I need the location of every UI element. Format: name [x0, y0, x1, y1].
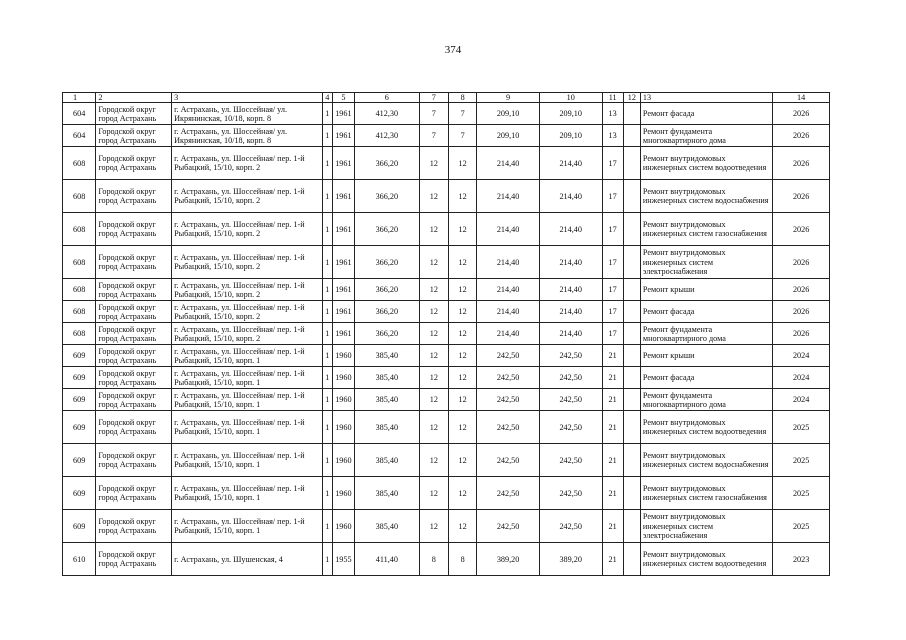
- district-cell: Городской округ город Астрахань: [96, 345, 172, 367]
- col9-cell: 214,40: [477, 279, 540, 301]
- table-row: [63, 477, 830, 510]
- row-number: 609: [63, 389, 96, 411]
- row-number: 608: [63, 323, 96, 345]
- area-cell: 385,40: [355, 411, 420, 444]
- row-number: 608: [63, 279, 96, 301]
- area-cell: 366,20: [355, 246, 420, 279]
- col11-cell: 21: [602, 510, 623, 543]
- area-cell: 366,20: [355, 147, 420, 180]
- column-header-2: 2: [96, 93, 172, 103]
- col9-cell: 242,50: [477, 477, 540, 510]
- area-cell: 385,40: [355, 367, 420, 389]
- column-header-8: 8: [448, 93, 476, 103]
- year-built-cell: 1961: [332, 301, 354, 323]
- col8-cell: 12: [448, 477, 476, 510]
- year-built-cell: 1955: [332, 543, 354, 576]
- area-cell: 385,40: [355, 444, 420, 477]
- row-number: 609: [63, 345, 96, 367]
- work-type-cell: Ремонт внутридомовых инженерных систем электроснабжения: [640, 510, 772, 543]
- col10-cell: 209,10: [539, 103, 602, 125]
- col12-cell: [623, 213, 640, 246]
- col12-cell: [623, 510, 640, 543]
- col4-cell: 1: [322, 125, 332, 147]
- col10-cell: 214,40: [539, 246, 602, 279]
- year-built-cell: 1960: [332, 367, 354, 389]
- table-body: [63, 103, 830, 576]
- col10-cell: 242,50: [539, 389, 602, 411]
- planned-year-cell: 2026: [773, 279, 830, 301]
- col11-cell: 21: [602, 411, 623, 444]
- col9-cell: 389,20: [477, 543, 540, 576]
- col4-cell: 1: [322, 213, 332, 246]
- col8-cell: 12: [448, 279, 476, 301]
- planned-year-cell: 2025: [773, 444, 830, 477]
- col12-cell: [623, 103, 640, 125]
- col4-cell: 1: [322, 389, 332, 411]
- work-type-cell: Ремонт крыши: [640, 345, 772, 367]
- row-number: 608: [63, 180, 96, 213]
- col10-cell: 242,50: [539, 345, 602, 367]
- capital-repair-table: [62, 92, 830, 576]
- area-cell: 411,40: [355, 543, 420, 576]
- address-cell: г. Астрахань, ул. Шоссейная/ ул. Икрянинская, 10/18, корп. 8: [172, 103, 323, 125]
- col7-cell: 12: [419, 213, 448, 246]
- column-header-5: 5: [332, 93, 354, 103]
- col9-cell: 242,50: [477, 345, 540, 367]
- area-cell: 385,40: [355, 389, 420, 411]
- address-cell: г. Астрахань, ул. Шоссейная/ пер. 1-й Рыбацкий, 15/10, корп. 1: [172, 444, 323, 477]
- year-built-cell: 1960: [332, 345, 354, 367]
- work-type-cell: Ремонт фасада: [640, 301, 772, 323]
- col8-cell: 12: [448, 323, 476, 345]
- year-built-cell: 1960: [332, 510, 354, 543]
- district-cell: Городской округ город Астрахань: [96, 125, 172, 147]
- table-row: [63, 147, 830, 180]
- col12-cell: [623, 147, 640, 180]
- col8-cell: 7: [448, 103, 476, 125]
- address-cell: г. Астрахань, ул. Шоссейная/ пер. 1-й Рыбацкий, 15/10, корп. 1: [172, 477, 323, 510]
- planned-year-cell: 2023: [773, 543, 830, 576]
- area-cell: 366,20: [355, 301, 420, 323]
- row-number: 609: [63, 444, 96, 477]
- district-cell: Городской округ город Астрахань: [96, 147, 172, 180]
- col4-cell: 1: [322, 477, 332, 510]
- planned-year-cell: 2024: [773, 345, 830, 367]
- address-cell: г. Астрахань, ул. Шоссейная/ ул. Икрянинская, 10/18, корп. 8: [172, 125, 323, 147]
- table-row: [63, 510, 830, 543]
- table-row: [63, 125, 830, 147]
- planned-year-cell: 2026: [773, 323, 830, 345]
- work-type-cell: Ремонт фундамента многоквартирного дома: [640, 125, 772, 147]
- table-row: [63, 345, 830, 367]
- address-cell: г. Астрахань, ул. Шоссейная/ пер. 1-й Рыбацкий, 15/10, корп. 2: [172, 147, 323, 180]
- col9-cell: 242,50: [477, 411, 540, 444]
- planned-year-cell: 2025: [773, 510, 830, 543]
- work-type-cell: Ремонт крыши: [640, 279, 772, 301]
- work-type-cell: Ремонт внутридомовых инженерных систем газоснабжения: [640, 213, 772, 246]
- table-row: [63, 246, 830, 279]
- col4-cell: 1: [322, 543, 332, 576]
- column-header-12: 12: [623, 93, 640, 103]
- column-header-11: 11: [602, 93, 623, 103]
- col7-cell: 12: [419, 323, 448, 345]
- planned-year-cell: 2026: [773, 180, 830, 213]
- col12-cell: [623, 345, 640, 367]
- col4-cell: 1: [322, 345, 332, 367]
- planned-year-cell: 2024: [773, 367, 830, 389]
- col9-cell: 214,40: [477, 246, 540, 279]
- col11-cell: 17: [602, 246, 623, 279]
- address-cell: г. Астрахань, ул. Шоссейная/ пер. 1-й Рыбацкий, 15/10, корп. 1: [172, 510, 323, 543]
- address-cell: г. Астрахань, ул. Шоссейная/ пер. 1-й Рыбацкий, 15/10, корп. 1: [172, 411, 323, 444]
- col10-cell: 214,40: [539, 301, 602, 323]
- address-cell: г. Астрахань, ул. Шоссейная/ пер. 1-й Рыбацкий, 15/10, корп. 2: [172, 246, 323, 279]
- col7-cell: 7: [419, 103, 448, 125]
- col11-cell: 21: [602, 543, 623, 576]
- table-row: [63, 279, 830, 301]
- col4-cell: 1: [322, 246, 332, 279]
- col9-cell: 214,40: [477, 301, 540, 323]
- col9-cell: 209,10: [477, 125, 540, 147]
- table-row: [63, 389, 830, 411]
- work-type-cell: Ремонт внутридомовых инженерных систем водоснабжения: [640, 444, 772, 477]
- area-cell: 385,40: [355, 477, 420, 510]
- col10-cell: 209,10: [539, 125, 602, 147]
- col8-cell: 12: [448, 180, 476, 213]
- col7-cell: 8: [419, 543, 448, 576]
- col12-cell: [623, 444, 640, 477]
- column-header-10: 10: [539, 93, 602, 103]
- year-built-cell: 1960: [332, 411, 354, 444]
- col4-cell: 1: [322, 147, 332, 180]
- col4-cell: 1: [322, 180, 332, 213]
- col7-cell: 12: [419, 345, 448, 367]
- column-header-3: 3: [172, 93, 323, 103]
- address-cell: г. Астрахань, ул. Шоссейная/ пер. 1-й Рыбацкий, 15/10, корп. 1: [172, 345, 323, 367]
- year-built-cell: 1961: [332, 103, 354, 125]
- address-cell: г. Астрахань, ул. Шоссейная/ пер. 1-й Рыбацкий, 15/10, корп. 2: [172, 279, 323, 301]
- address-cell: г. Астрахань, ул. Шоссейная/ пер. 1-й Рыбацкий, 15/10, корп. 1: [172, 389, 323, 411]
- district-cell: Городской округ город Астрахань: [96, 213, 172, 246]
- table-row: [63, 543, 830, 576]
- address-cell: г. Астрахань, ул. Шоссейная/ пер. 1-й Рыбацкий, 15/10, корп. 2: [172, 213, 323, 246]
- col7-cell: 12: [419, 246, 448, 279]
- table-row: [63, 301, 830, 323]
- col7-cell: 12: [419, 180, 448, 213]
- work-type-cell: Ремонт внутридомовых инженерных систем водоснабжения: [640, 180, 772, 213]
- col8-cell: 12: [448, 213, 476, 246]
- planned-year-cell: 2026: [773, 147, 830, 180]
- work-type-cell: Ремонт внутридомовых инженерных систем электроснабжения: [640, 246, 772, 279]
- col8-cell: 12: [448, 301, 476, 323]
- planned-year-cell: 2026: [773, 125, 830, 147]
- col7-cell: 12: [419, 279, 448, 301]
- col12-cell: [623, 125, 640, 147]
- col12-cell: [623, 279, 640, 301]
- col4-cell: 1: [322, 103, 332, 125]
- col10-cell: 214,40: [539, 147, 602, 180]
- col11-cell: 21: [602, 477, 623, 510]
- work-type-cell: Ремонт фундамента многоквартирного дома: [640, 389, 772, 411]
- col7-cell: 12: [419, 147, 448, 180]
- col10-cell: 242,50: [539, 444, 602, 477]
- col12-cell: [623, 411, 640, 444]
- col8-cell: 12: [448, 389, 476, 411]
- district-cell: Городской округ город Астрахань: [96, 389, 172, 411]
- year-built-cell: 1960: [332, 389, 354, 411]
- col4-cell: 1: [322, 510, 332, 543]
- col12-cell: [623, 323, 640, 345]
- district-cell: Городской округ город Астрахань: [96, 279, 172, 301]
- district-cell: Городской округ город Астрахань: [96, 367, 172, 389]
- col12-cell: [623, 246, 640, 279]
- area-cell: 385,40: [355, 510, 420, 543]
- district-cell: Городской округ город Астрахань: [96, 510, 172, 543]
- col11-cell: 21: [602, 345, 623, 367]
- col11-cell: 17: [602, 180, 623, 213]
- column-header-9: 9: [477, 93, 540, 103]
- work-type-cell: Ремонт внутридомовых инженерных систем газоснабжения: [640, 477, 772, 510]
- col11-cell: 13: [602, 125, 623, 147]
- area-cell: 412,30: [355, 125, 420, 147]
- col12-cell: [623, 543, 640, 576]
- column-header-14: 14: [773, 93, 830, 103]
- year-built-cell: 1961: [332, 279, 354, 301]
- col12-cell: [623, 301, 640, 323]
- column-header-6: 6: [355, 93, 420, 103]
- col8-cell: 12: [448, 367, 476, 389]
- address-cell: г. Астрахань, ул. Шоссейная/ пер. 1-й Рыбацкий, 15/10, корп. 1: [172, 367, 323, 389]
- col4-cell: 1: [322, 279, 332, 301]
- district-cell: Городской округ город Астрахань: [96, 543, 172, 576]
- table-row: [63, 323, 830, 345]
- row-number: 604: [63, 103, 96, 125]
- row-number: 609: [63, 477, 96, 510]
- col12-cell: [623, 367, 640, 389]
- col9-cell: 242,50: [477, 510, 540, 543]
- col7-cell: 12: [419, 411, 448, 444]
- address-cell: г. Астрахань, ул. Шоссейная/ пер. 1-й Рыбацкий, 15/10, корп. 2: [172, 180, 323, 213]
- row-number: 609: [63, 367, 96, 389]
- district-cell: Городской округ город Астрахань: [96, 444, 172, 477]
- col10-cell: 242,50: [539, 367, 602, 389]
- planned-year-cell: 2026: [773, 246, 830, 279]
- planned-year-cell: 2025: [773, 411, 830, 444]
- col9-cell: 214,40: [477, 147, 540, 180]
- year-built-cell: 1961: [332, 246, 354, 279]
- year-built-cell: 1961: [332, 180, 354, 213]
- row-number: 610: [63, 543, 96, 576]
- row-number: 608: [63, 246, 96, 279]
- table-row: [63, 411, 830, 444]
- col7-cell: 12: [419, 444, 448, 477]
- column-header-13: 13: [640, 93, 772, 103]
- year-built-cell: 1960: [332, 444, 354, 477]
- area-cell: 412,30: [355, 103, 420, 125]
- planned-year-cell: 2026: [773, 301, 830, 323]
- district-cell: Городской округ город Астрахань: [96, 477, 172, 510]
- district-cell: Городской округ город Астрахань: [96, 103, 172, 125]
- column-header-1: 1: [63, 93, 96, 103]
- work-type-cell: Ремонт внутридомовых инженерных систем водоотведения: [640, 411, 772, 444]
- column-header-4: 4: [322, 93, 332, 103]
- area-cell: 366,20: [355, 279, 420, 301]
- work-type-cell: Ремонт внутридомовых инженерных систем водоотведения: [640, 147, 772, 180]
- area-cell: 366,20: [355, 180, 420, 213]
- col9-cell: 242,50: [477, 444, 540, 477]
- col9-cell: 209,10: [477, 103, 540, 125]
- col10-cell: 214,40: [539, 279, 602, 301]
- address-cell: г. Астрахань, ул. Шоссейная/ пер. 1-й Рыбацкий, 15/10, корп. 2: [172, 323, 323, 345]
- row-number: 608: [63, 147, 96, 180]
- col10-cell: 389,20: [539, 543, 602, 576]
- col8-cell: 12: [448, 411, 476, 444]
- col4-cell: 1: [322, 323, 332, 345]
- column-header-7: 7: [419, 93, 448, 103]
- address-cell: г. Астрахань, ул. Шушенская, 4: [172, 543, 323, 576]
- col11-cell: 17: [602, 147, 623, 180]
- planned-year-cell: 2024: [773, 389, 830, 411]
- col7-cell: 12: [419, 510, 448, 543]
- col8-cell: 12: [448, 444, 476, 477]
- col8-cell: 8: [448, 543, 476, 576]
- area-cell: 366,20: [355, 323, 420, 345]
- planned-year-cell: 2025: [773, 477, 830, 510]
- col9-cell: 242,50: [477, 389, 540, 411]
- col10-cell: 242,50: [539, 477, 602, 510]
- district-cell: Городской округ город Астрахань: [96, 323, 172, 345]
- col11-cell: 17: [602, 279, 623, 301]
- col11-cell: 17: [602, 213, 623, 246]
- page-number: 374: [444, 44, 462, 56]
- district-cell: Городской округ город Астрахань: [96, 411, 172, 444]
- work-type-cell: Ремонт внутридомовых инженерных систем водоотведения: [640, 543, 772, 576]
- col11-cell: 13: [602, 103, 623, 125]
- district-cell: Городской округ город Астрахань: [96, 180, 172, 213]
- work-type-cell: Ремонт фасада: [640, 367, 772, 389]
- table-row: [63, 444, 830, 477]
- col4-cell: 1: [322, 301, 332, 323]
- col11-cell: 17: [602, 323, 623, 345]
- table-row: [63, 180, 830, 213]
- col12-cell: [623, 389, 640, 411]
- col11-cell: 17: [602, 301, 623, 323]
- row-number: 608: [63, 213, 96, 246]
- area-cell: 385,40: [355, 345, 420, 367]
- year-built-cell: 1961: [332, 213, 354, 246]
- col7-cell: 12: [419, 477, 448, 510]
- address-cell: г. Астрахань, ул. Шоссейная/ пер. 1-й Рыбацкий, 15/10, корп. 2: [172, 301, 323, 323]
- column-number-row: [63, 93, 830, 103]
- col11-cell: 21: [602, 444, 623, 477]
- year-built-cell: 1960: [332, 477, 354, 510]
- col4-cell: 1: [322, 411, 332, 444]
- col11-cell: 21: [602, 367, 623, 389]
- col8-cell: 12: [448, 510, 476, 543]
- work-type-cell: Ремонт фасада: [640, 103, 772, 125]
- col8-cell: 12: [448, 246, 476, 279]
- col4-cell: 1: [322, 444, 332, 477]
- work-type-cell: Ремонт фундамента многоквартирного дома: [640, 323, 772, 345]
- area-cell: 366,20: [355, 213, 420, 246]
- district-cell: Городской округ город Астрахань: [96, 301, 172, 323]
- col10-cell: 214,40: [539, 180, 602, 213]
- col11-cell: 21: [602, 389, 623, 411]
- row-number: 608: [63, 301, 96, 323]
- col9-cell: 214,40: [477, 180, 540, 213]
- col4-cell: 1: [322, 367, 332, 389]
- planned-year-cell: 2026: [773, 213, 830, 246]
- col10-cell: 242,50: [539, 411, 602, 444]
- year-built-cell: 1961: [332, 125, 354, 147]
- table-row: [63, 103, 830, 125]
- col7-cell: 12: [419, 367, 448, 389]
- year-built-cell: 1961: [332, 147, 354, 180]
- row-number: 609: [63, 510, 96, 543]
- col10-cell: 214,40: [539, 323, 602, 345]
- planned-year-cell: 2026: [773, 103, 830, 125]
- col9-cell: 214,40: [477, 323, 540, 345]
- year-built-cell: 1961: [332, 323, 354, 345]
- table-row: [63, 367, 830, 389]
- row-number: 604: [63, 125, 96, 147]
- col8-cell: 7: [448, 125, 476, 147]
- row-number: 609: [63, 411, 96, 444]
- col7-cell: 7: [419, 125, 448, 147]
- col10-cell: 214,40: [539, 213, 602, 246]
- col9-cell: 214,40: [477, 213, 540, 246]
- col12-cell: [623, 180, 640, 213]
- col8-cell: 12: [448, 345, 476, 367]
- district-cell: Городской округ город Астрахань: [96, 246, 172, 279]
- col9-cell: 242,50: [477, 367, 540, 389]
- col8-cell: 12: [448, 147, 476, 180]
- col10-cell: 242,50: [539, 510, 602, 543]
- table-row: [63, 213, 830, 246]
- col12-cell: [623, 477, 640, 510]
- col7-cell: 12: [419, 301, 448, 323]
- col7-cell: 12: [419, 389, 448, 411]
